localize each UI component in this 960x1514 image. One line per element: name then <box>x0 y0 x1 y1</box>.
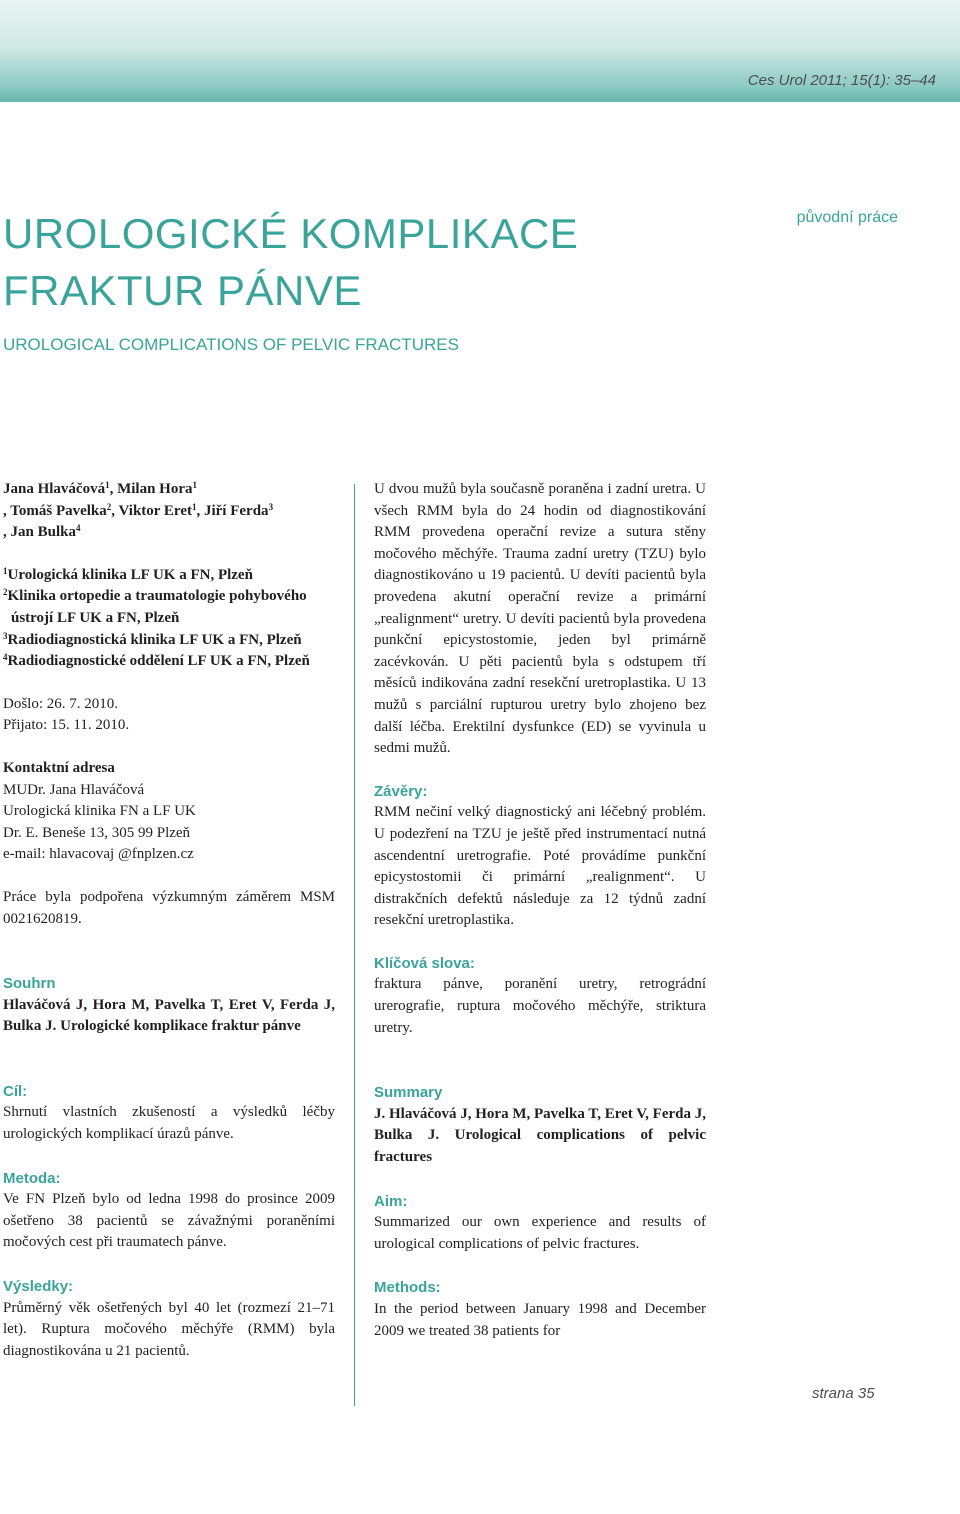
english-title: UROLOGICAL COMPLICATIONS OF PELVIC FRACTURES <box>3 335 459 354</box>
contact-heading: Kontaktní adresa <box>3 759 115 776</box>
journal-citation: Ces Urol 2011; 15(1): 35–44 <box>747 72 936 89</box>
zavery-text: RMM nečiní velký diagnostický ani léčebný problém. U podezření na TZU je ještě před instrumentací nutná ascendentní uretrografie. Poté provádíme punkční epicystostomii či primární „realignment“. U distrakčních defektů následuje za 12 týdnů zadní resekční uretroplastika. <box>374 804 706 929</box>
affiliations <box>3 565 335 673</box>
aim-heading: Aim: <box>374 1192 408 1210</box>
metoda-heading: Metoda: <box>3 1169 61 1187</box>
summary-reference: J. Hlaváčová J, Hora M, Pavelka T, Eret V, Ferda J, Bulka J. Urological complications of pelvic fractures <box>374 1105 706 1166</box>
vysledky-continued: U dvou mužů byla současně poraněna i zadní uretra. U všech RMM byla do 24 hodin od diagnostikování RMM provedena operační revize a sutura stěny močového měchýře. Trauma zadní uretry (TZU) bylo diagnostikováno u 19 pacientů. U devíti pacientů byla provedena akutní operační revize a primární „realignment“ uretry. U devíti pacientů byla provedena punkční epicystostomie, jeden byl primárně zacévkován. U pěti pacientů byla s odstupem tří měsíců indikována zadní resekční uretroplastika. U 13 mužů s parciální rupturou uretry bylo zhojeno bez další léčba. Erektilní dysfunkce (ED) se vyvinula u sedmi mužů. <box>374 481 706 757</box>
left-column <box>3 479 335 1362</box>
methods-heading: Methods: <box>374 1279 441 1297</box>
metoda-text: Ve FN Plzeň bylo od ledna 1998 do prosince 2009 ošetřeno 38 pacientů se závažnými poraněními močových cest při traumatech pánve. <box>3 1191 335 1251</box>
affiliation-1: $^1$Urologická klinika LF UK a FN, Plzeň <box>3 565 253 583</box>
zavery-heading: Závěry: <box>374 782 428 800</box>
received-date: Došlo: 26. 7. 2010. <box>3 695 119 712</box>
title-line-1: UROLOGICKÉ KOMPLIKACE <box>3 210 579 257</box>
vysledky-heading: Výsledky: <box>3 1278 74 1296</box>
title-line-2: FRAKTUR PÁNVE <box>3 267 362 314</box>
affiliation-4: $^4$Radiodiagnostické oddělení LF UK a FN, Plzeň <box>3 652 310 670</box>
affiliation-2: $^2$Klinika ortopedie a traumatologie pohybového ústrojí LF UK a FN, Plzeň <box>3 587 307 626</box>
contact-email: e-mail: hlavacovaj @fnplzen.cz <box>3 846 194 863</box>
keywords-heading: Klíčová slova: <box>374 954 475 972</box>
funding-note: Práce byla podpořena výzkumným záměrem MSM 0021620819. <box>3 888 335 927</box>
accepted-date: Přijato: 15. 11. 2010. <box>3 717 130 734</box>
contact-department: Urologická klinika FN a LF UK <box>3 803 196 820</box>
column-divider <box>354 484 355 1406</box>
article-type-label: původní práce <box>796 209 898 226</box>
keywords-text: fraktura pánve, poranění uretry, retrográdní urerografie, ruptura močového měchýře, striktura uretry. <box>374 976 706 1036</box>
page-number: strana 35 <box>812 1385 875 1402</box>
author-list: Jana Hlaváčová$^1$, Milan Hora$^1$ , Tomáš Pavelka$^2$, Viktor Eret$^1$, Jiří Ferda$^3$ , Jan Bulka$^4$ <box>3 480 274 541</box>
article-title <box>3 205 578 319</box>
contact-name: MUDr. Jana Hlaváčová <box>3 781 145 798</box>
souhrn-reference: Hlaváčová J, Hora M, Pavelka T, Eret V, Ferda J, Bulka J. Urologické komplikace fraktur pánve <box>3 996 335 1035</box>
contact-street: Dr. E. Beneše 13, 305 99 Plzeň <box>3 824 191 841</box>
affiliation-3: $^3$Radiodiagnostická klinika LF UK a FN, Plzeň <box>3 630 302 648</box>
right-column <box>374 479 706 1342</box>
cil-heading: Cíl: <box>3 1082 28 1100</box>
methods-text: In the period between January 1998 and December 2009 we treated 38 patients for <box>374 1301 706 1339</box>
souhrn-heading: Souhrn <box>3 975 56 993</box>
cil-text: Shrnutí vlastních zkušeností a výsledků léčby urologických komplikací úrazů pánve. <box>3 1104 335 1143</box>
aim-text: Summarized our own experience and results of urological complications of pelvic fractures. <box>374 1214 706 1252</box>
summary-heading: Summary <box>374 1084 443 1102</box>
vysledky-text: Průměrný věk ošetřených byl 40 let (rozmezí 21–71 let). Ruptura močového měchýře (RMM) byla diagnostikována u 21 pacientů. <box>3 1299 335 1359</box>
